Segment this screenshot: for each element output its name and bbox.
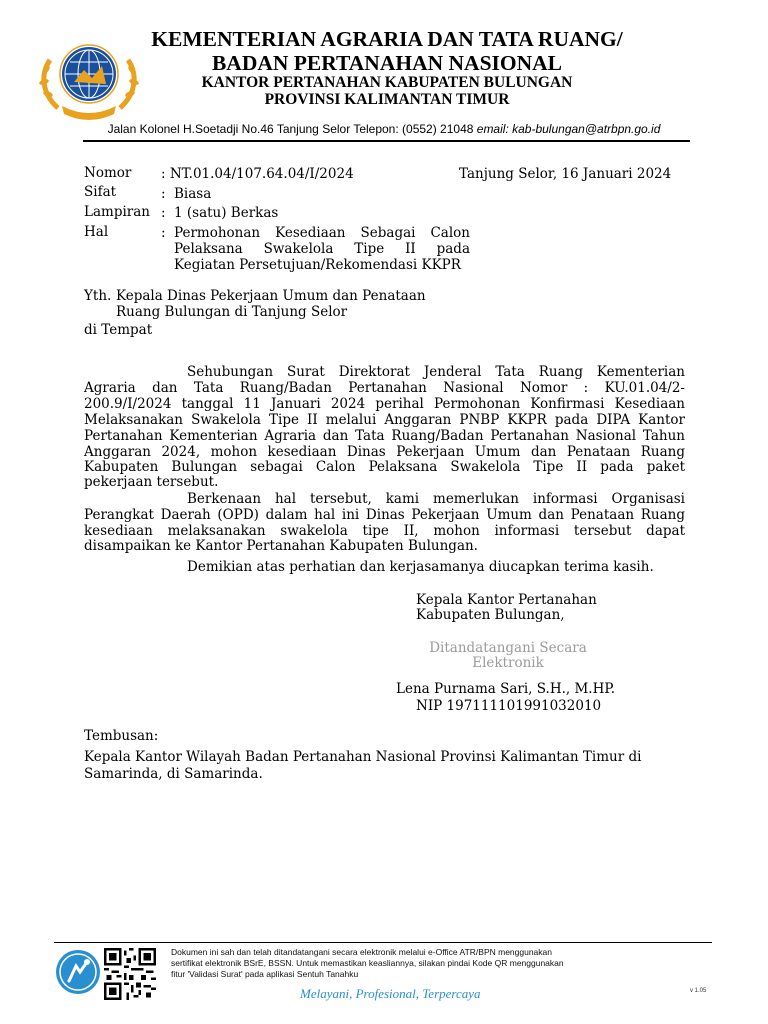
hal-line: Permohonan Kesediaan Sebagai Calon (174, 225, 470, 241)
letterhead-divider (83, 140, 690, 142)
footer-note: sertifikat elektronik BSrE, BSSN. Untuk memastikan keasliannya, silakan pindai Kode QR menggunakan (171, 958, 564, 968)
footer-note: Dokumen ini sah dan telah ditandatangani secara elektronik melalui e-Office ATR/BPN menggunakan (171, 947, 552, 957)
office-address (0, 122, 768, 136)
lampiran-colon: : (161, 205, 166, 221)
signer-title: Kabupaten Bulungan, (416, 607, 565, 623)
lampiran-label: Lampiran (84, 204, 150, 220)
signer-name: Lena Purnama Sari, S.H., M.HP. (396, 681, 615, 697)
cc-line: Kepala Kantor Wilayah Badan Pertanahan Nasional Provinsi Kalimantan Timur di (84, 749, 642, 765)
signer-nip: NIP 197111101991032010 (416, 698, 602, 714)
yth-label: Yth. (84, 288, 112, 304)
place-date: Tanjung Selor, 16 Januari 2024 (459, 166, 672, 182)
office-title: KANTOR PERTANAHAN KABUPATEN BULUNGAN (201, 74, 573, 91)
nomor-label: Nomor (84, 165, 132, 181)
paragraph-line: pekerjaan tersebut. (84, 474, 219, 490)
paragraph-line: Sehubungan Surat Direktorat Jenderal Tata Ruang Kementerian (187, 364, 685, 380)
footer-motto: Melayani, Profesional, Terpercaya (300, 986, 481, 1001)
hal-colon: : (161, 225, 166, 241)
hal-line: Pelaksana Swakelola Tipe II pada (174, 241, 470, 257)
recipient-line: Ruang Bulungan di Tanjung Selor (116, 304, 348, 320)
cc-line: Samarinda, di Samarinda. (84, 766, 263, 782)
agency-title: BADAN PERTANAHAN NASIONAL (211, 51, 563, 75)
hal-label: Hal (84, 224, 109, 240)
recipient-place: di Tempat (84, 322, 153, 338)
footer-note: fitur 'Validasi Surat' pada aplikasi Sentuh Tanahku (171, 969, 359, 979)
sifat-colon: : (161, 186, 166, 202)
province-title: PROVINSI KALIMANTAN TIMUR (264, 91, 510, 108)
address-text: Jalan Kolonel H.Soetadji No.46 Tanjung Selor Telepon: (0552) 21048 (107, 122, 474, 136)
paragraph-line: Anggaran 2024, mohon kesediaan Dinas Pekerjaan Umum dan Penataan Ruang (84, 444, 685, 460)
footer-divider (54, 942, 712, 943)
paragraph-line: Agraria dan Tata Ruang/Badan Pertanahan Nasional Nomor : KU.01.04/2- (84, 380, 685, 396)
paragraph-line: Perangkat Daerah (OPD) dalam hal ini Dinas Pekerjaan Umum dan Penataan Ruang (84, 507, 685, 523)
cc-label: Tembusan: (84, 728, 159, 744)
sifat-value: Biasa (174, 186, 212, 202)
recipient-line: Kepala Dinas Pekerjaan Umum dan Penataan (116, 288, 426, 304)
atr-bpn-emblem-icon (36, 30, 142, 120)
sentuh-tanahku-badge-icon (54, 948, 102, 996)
paragraph-line: 200.9/I/2024 tanggal 11 Januari 2024 perihal Permohonan Konfirmasi Kesediaan (84, 396, 685, 412)
email-text: email: kab-bulungan@atrbpn.go.id (476, 122, 661, 136)
esign-note: Elektronik (472, 655, 544, 671)
sifat-label: Sifat (84, 184, 117, 200)
paragraph-line: Berkenaan hal tersebut, kami memerlukan informasi Organisasi (187, 491, 685, 507)
paragraph-line: Pertanahan Kementerian Agraria dan Tata Ruang/Badan Pertanahan Nasional Tahun (84, 428, 685, 444)
hal-line: Kegiatan Persetujuan/Rekomendasi KKPR (174, 257, 461, 273)
version-label: v 1.05 (690, 988, 707, 994)
paragraph-line: Kabupaten Bulungan sebagai Calon Pelaksana Swakelola Tipe II pada paket (84, 459, 685, 475)
paragraph-line: disampaikan ke Kantor Pertanahan Kabupaten Bulungan. (84, 538, 478, 554)
nomor-value: : NT.01.04/107.64.04/I/2024 (161, 166, 354, 182)
paragraph-line: kesediaan melaksanakan swakelola tipe II, mohon informasi tersebut dapat (84, 523, 685, 539)
signer-title: Kepala Kantor Pertanahan (416, 592, 597, 608)
ministry-title: KEMENTERIAN AGRARIA DAN TATA RUANG/ (151, 27, 623, 51)
closing-line: Demikian atas perhatian dan kerjasamanya diucapkan terima kasih. (187, 559, 654, 575)
paragraph-line: Melaksanakan Swakelola Tipe II melalui Anggaran PNBP KKPR pada DIPA Kantor (84, 412, 685, 428)
qr-code-icon[interactable] (104, 948, 156, 1000)
esign-note: Ditandatangani Secara (429, 640, 587, 656)
lampiran-value: 1 (satu) Berkas (174, 205, 279, 221)
